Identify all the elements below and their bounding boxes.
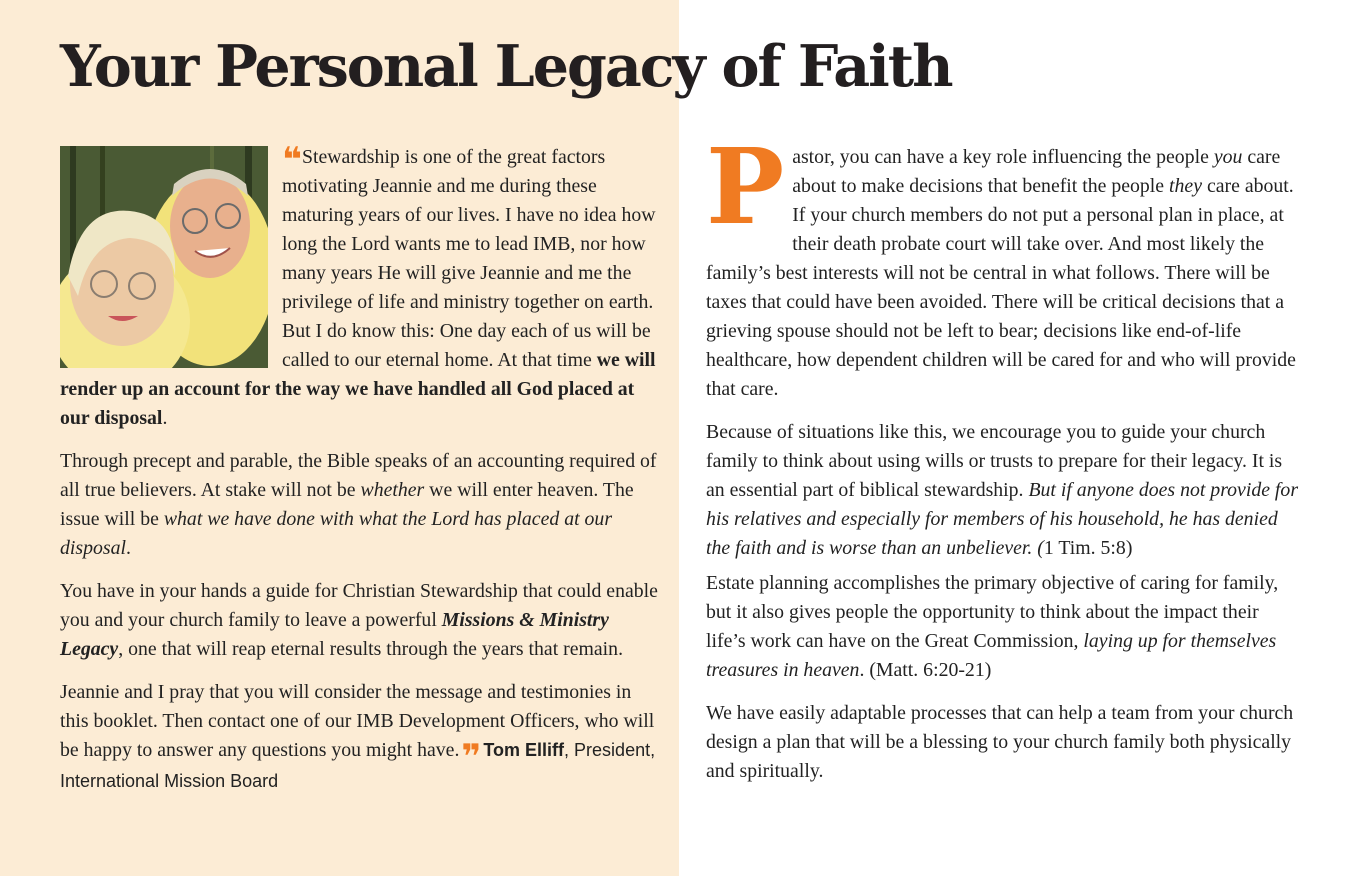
couple-photo-illustration bbox=[60, 146, 268, 368]
pastor-paragraph-4: We have easily adaptable processes that can help a team from your church design a plan that will be a blessing to your church family both physically and spiritually. bbox=[706, 702, 1294, 782]
accountability-emphasis: we will render up an account for the way we have handled all God placed at our disposal bbox=[60, 349, 656, 429]
signature-name: Tom Elliff bbox=[483, 740, 565, 760]
couple-photo bbox=[60, 146, 268, 368]
pastor-paragraph-1: Pastor, you can have a key role influencing the people you care about to make decisions that benefit the people they care about. If your church members do not put a personal plan in place, at their death probate court will take over. And most likely the family’s best interests will not be central in what follows. There will be taxes that could have been avoided. There will be critical decisions that a grieving spouse should not be left to bear; decisions like end-of-life healthcare, how dependent children will be cared for and who will provide that care. bbox=[706, 125, 1296, 400]
scripture-quote: But if anyone does not provide for his relatives and especially for members of his household, he has denied the faith and is worse than an unbeliever. ( bbox=[706, 479, 1299, 559]
quote-paragraph-1: ❝ Stewardship is one of the great factors motivating Jeannie and me during these maturing years of our lives. I have no idea how long the Lord wants me to lead IMB, nor how many years He will give Jeannie and me the privilege of life and ministry together on earth. But I do know this: One day each of us will be called to our eternal home. At that time we will render up an account for the way we have handled all God placed at our disposal. bbox=[60, 140, 656, 429]
quote-paragraph-3: You have in your hands a guide for Christian Stewardship that could enable you and your church family to leave a powerful Missions & Ministry Legacy, one that will reap eternal results through the years that remain. bbox=[60, 580, 658, 660]
drop-cap: P bbox=[706, 125, 785, 248]
pastor-paragraph-2: Because of situations like this, we encourage you to guide your church family to think about using wills or trusts to prepare for their legacy. It is an essential part of biblical stewardship. But if anyone does not provide for his relatives and especially for members of his household, he has denied the faith and is worse than an unbeliever. (1 Tim. 5:8) bbox=[706, 421, 1299, 559]
pastor-paragraph-3: Estate planning accomplishes the primary objective of caring for family, but it also gives people the opportunity to think about the impact their life’s work can have on the Great Commission, laying up for themselves treasures in heaven. (Matt. 6:20-21) bbox=[706, 572, 1279, 681]
page-title: Your Personal Legacy of Faith bbox=[60, 33, 952, 100]
close-quote-icon: ❞ bbox=[461, 737, 478, 777]
quote-paragraph-2: Through precept and parable, the Bible speaks of an accounting required of all true believers. At stake will not be whether we will enter heaven. The issue will be what we have done with what the Lord has placed at our disposal. bbox=[60, 450, 657, 559]
legacy-emphasis: Missions & Ministry Legacy bbox=[60, 609, 609, 660]
scripture-reference: . (Matt. 6:20-21) bbox=[859, 659, 992, 681]
signature-title: , President, International Mission Board bbox=[60, 740, 656, 791]
pastor-message-column bbox=[706, 125, 1301, 786]
president-quote-column bbox=[60, 140, 660, 796]
scripture-reference: 1 Tim. 5:8) bbox=[1043, 537, 1133, 559]
open-quote-icon: ❝ bbox=[282, 140, 298, 180]
quote-paragraph-4: Jeannie and I pray that you will consider the message and testimonies in this booklet. Then contact one of our IMB Development Officers, who will be happy to answer any questions you might have.❞ Tom Elliff, President, International Mission Board bbox=[60, 681, 656, 791]
